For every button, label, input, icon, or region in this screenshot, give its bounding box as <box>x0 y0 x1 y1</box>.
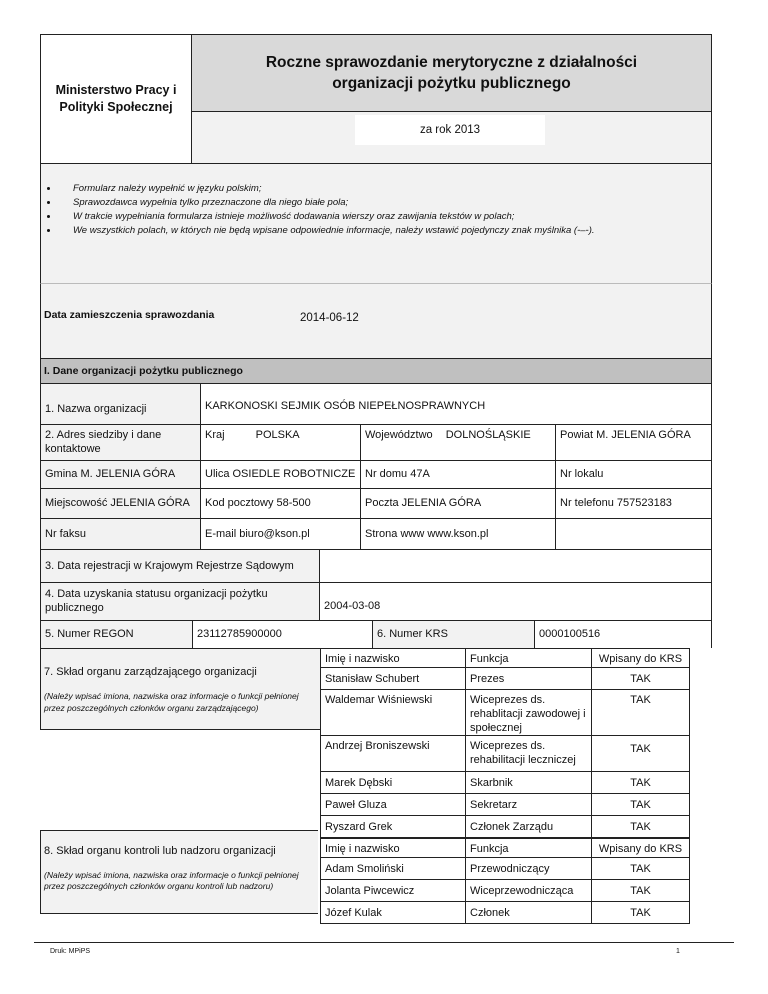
submission-date[interactable]: 2014-06-12 <box>300 312 359 324</box>
board-member-name[interactable]: Stanisław Schubert <box>320 668 466 690</box>
supervisory-member-name[interactable]: Adam Smoliński <box>320 858 466 880</box>
board-member-role[interactable]: Skarbnik <box>466 772 592 794</box>
board-member-krs[interactable]: TAK <box>592 668 690 690</box>
board-member-role[interactable]: Sekretarz <box>466 794 592 816</box>
supervisory-member-krs[interactable]: TAK <box>592 858 690 880</box>
board-member-role[interactable]: Członek Zarządu <box>466 816 592 838</box>
board-member-name[interactable]: Ryszard Grek <box>320 816 466 838</box>
ministry-name: Ministerstwo Pracy i Polityki Społecznej <box>55 83 177 114</box>
note-item: • We wszystkich polach, w których nie będą wpisane odpowiednie informacje, należy wstawić pojedynczy znak myślnika (-–-). <box>59 224 711 238</box>
website-field[interactable]: Strona www www.kson.pl <box>360 518 555 550</box>
flat-number-field[interactable]: Nr lokalu <box>555 460 712 488</box>
board-member-krs[interactable]: TAK <box>592 690 690 736</box>
voivodeship-value: DOLNOŚLĄSKIE <box>445 429 531 441</box>
opp-status-label: 4. Data uzyskania statusu organizacji pożytku publicznego <box>40 582 320 620</box>
address-label: 2. Adres siedziby i dane kontaktowe <box>40 424 200 460</box>
supervisory-header-krs: Wpisany do KRS <box>592 838 690 858</box>
supervisory-member-name[interactable]: Józef Kulak <box>320 902 466 924</box>
gmina-field[interactable]: Gmina M. JELENIA GÓRA <box>40 460 200 488</box>
post-office-field[interactable]: Poczta JELENIA GÓRA <box>360 488 555 518</box>
fax-field[interactable]: Nr faksu <box>40 518 200 550</box>
report-title: Roczne sprawozdanie merytoryczne z działalności organizacji pożytku publicznego <box>191 35 711 111</box>
krs-registration-value[interactable] <box>320 550 712 582</box>
board-member-krs[interactable]: TAK <box>592 772 690 794</box>
board-member-krs[interactable]: TAK <box>592 816 690 838</box>
supervisory-member-role[interactable]: Przewodniczący <box>466 858 592 880</box>
submission-row <box>40 284 712 358</box>
board-note: (Należy wpisać imiona, nazwiska oraz informacje o funkcji pełnionej przez poszczególnych członków organu zarządzającego) <box>44 691 299 713</box>
krs-registration-label: 3. Data rejestracji w Krajowym Rejestrze Sądowym <box>40 550 320 582</box>
board-member-role[interactable]: Wiceprezes ds. rehabilitacji leczniczej <box>466 736 592 772</box>
supervisory-label: 8. Skład organu kontroli lub nadzoru organizacji <box>44 845 276 857</box>
street-field[interactable]: Ulica OSIEDLE ROBOTNICZE <box>200 460 360 488</box>
country-value: POLSKA <box>255 429 300 441</box>
footer-rule <box>34 942 734 943</box>
opp-status-date[interactable]: 2004-03-08 <box>320 582 712 620</box>
board-header-role: Funkcja <box>466 648 592 668</box>
supervisory-member-krs[interactable]: TAK <box>592 880 690 902</box>
year-field[interactable]: za rok 2013 <box>355 115 545 145</box>
board-member-name[interactable]: Marek Dębski <box>320 772 466 794</box>
board-header-krs: Wpisany do KRS <box>592 648 690 668</box>
board-member-name[interactable]: Waldemar Wiśniewski <box>320 690 466 736</box>
board-label-cell <box>40 648 320 730</box>
board-member-role[interactable]: Wiceprezes ds. rehablitacji zawodowej i społecznej <box>466 690 592 736</box>
krs-number-value[interactable]: 0000100516 <box>534 620 712 648</box>
house-number-field[interactable]: Nr domu 47A <box>360 460 555 488</box>
voivodeship-label: Województwo <box>365 429 433 441</box>
city-field[interactable]: Miejscowość JELENIA GÓRA <box>40 488 200 518</box>
board-header-name: Imię i nazwisko <box>320 648 466 668</box>
board-member-krs[interactable]: TAK <box>592 736 690 772</box>
supervisory-member-name[interactable]: Jolanta Piwcewicz <box>320 880 466 902</box>
voivodeship-field[interactable] <box>360 424 555 460</box>
note-item: • Sprawozdawca wypełnia tylko przeznaczone dla niego białe pola; <box>59 196 711 210</box>
supervisory-note: (Należy wpisać imiona, nazwiska oraz informacje o funkcji pełnionej przez poszczególnych członków organu kontroli lub nadzoru) <box>44 870 299 891</box>
supervisory-member-role[interactable]: Wiceprzewodnicząca <box>466 880 592 902</box>
org-name-label: 1. Nazwa organizacji <box>40 384 200 424</box>
county-field[interactable]: Powiat M. JELENIA GÓRA <box>555 424 712 460</box>
supervisory-member-krs[interactable]: TAK <box>592 902 690 924</box>
note-item: • W trakcie wypełniania formularza istnieje możliwość dodawania wierszy oraz zawijania tekstów w polach; <box>59 210 711 224</box>
board-member-role[interactable]: Prezes <box>466 668 592 690</box>
footer-print-label: Druk: MPiPS <box>50 948 91 955</box>
postcode-field[interactable]: Kod pocztowy 58-500 <box>200 488 360 518</box>
supervisory-member-role[interactable]: Członek <box>466 902 592 924</box>
regon-label: 5. Numer REGON <box>40 620 192 648</box>
supervisory-header-role: Funkcja <box>466 838 592 858</box>
submission-label: Data zamieszczenia sprawozdania <box>44 309 215 321</box>
empty-cell <box>555 518 712 550</box>
instructions <box>40 164 712 284</box>
board-label: 7. Skład organu zarządzającego organizacji <box>44 666 257 678</box>
org-name-value[interactable]: KARKONOSKI SEJMIK OSÓB NIEPEŁNOSPRAWNYCH <box>200 384 712 424</box>
krs-number-label: 6. Numer KRS <box>372 620 534 648</box>
country-field[interactable] <box>200 424 360 460</box>
country-label: Kraj <box>205 429 225 441</box>
page-number: 1 <box>676 948 680 955</box>
supervisory-header-name: Imię i nazwisko <box>320 838 466 858</box>
board-member-krs[interactable]: TAK <box>592 794 690 816</box>
email-field[interactable]: E-mail biuro@kson.pl <box>200 518 360 550</box>
regon-value[interactable]: 23112785900000 <box>192 620 372 648</box>
board-member-name[interactable]: Andrzej Broniszewski <box>320 736 466 772</box>
phone-field[interactable]: Nr telefonu 757523183 <box>555 488 712 518</box>
section-1-title: I. Dane organizacji pożytku publicznego <box>40 358 712 384</box>
board-member-name[interactable]: Paweł Gluza <box>320 794 466 816</box>
note-item: • Formularz należy wypełnić w języku polskim; <box>59 182 711 196</box>
